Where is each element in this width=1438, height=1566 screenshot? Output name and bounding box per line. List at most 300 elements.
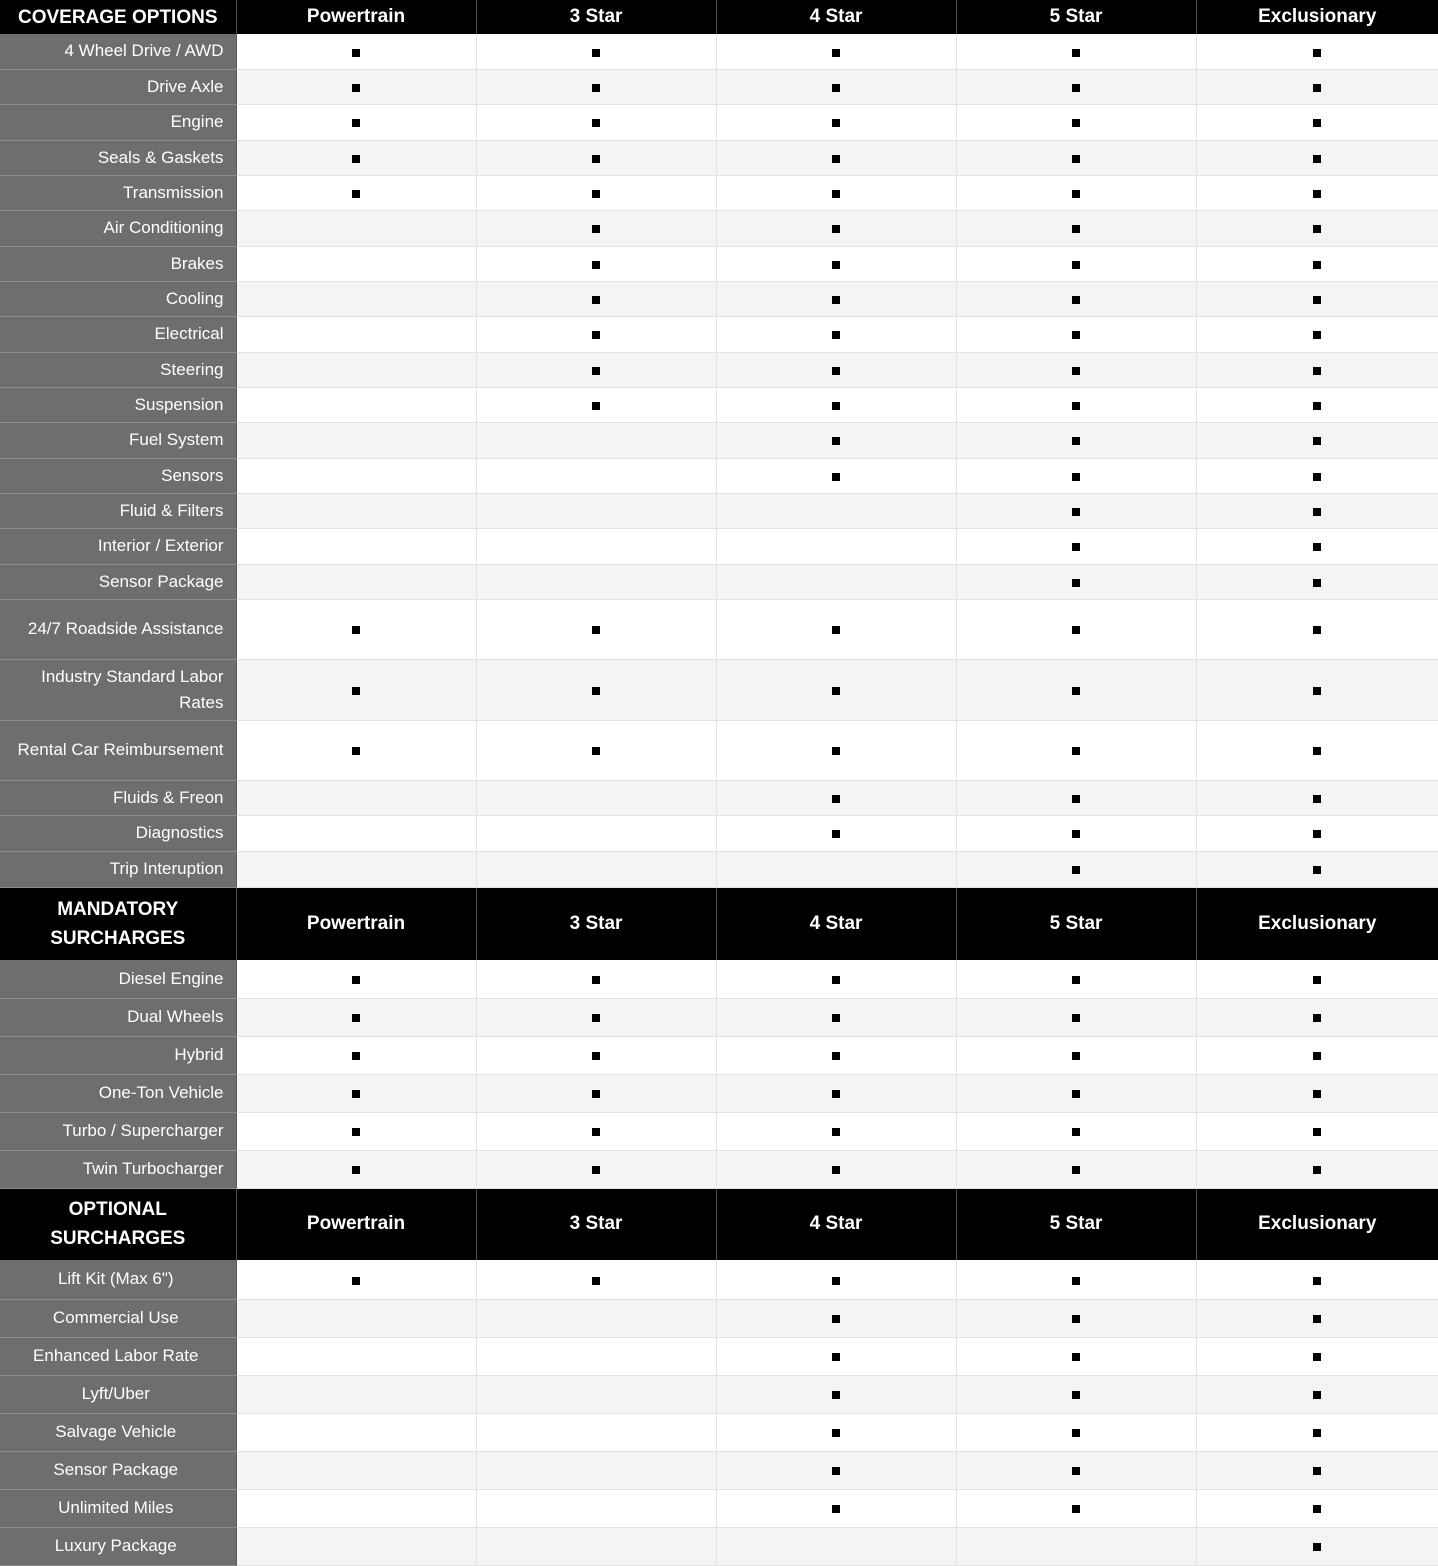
coverage-cell (716, 246, 956, 281)
included-square-icon (1072, 84, 1080, 92)
included-square-icon (1313, 1429, 1321, 1437)
table-row (0, 1112, 1438, 1150)
row-label: Luxury Package (0, 1527, 236, 1565)
plan-exclusionary-header: Exclusionary (1196, 0, 1438, 34)
row-label: Diagnostics (0, 815, 236, 851)
included-square-icon (1072, 1090, 1080, 1098)
included-square-icon (1072, 402, 1080, 410)
row-label: Sensor Package (0, 1451, 236, 1489)
coverage-cell (1196, 1489, 1438, 1527)
coverage-cell (236, 528, 476, 564)
coverage-cell (716, 1036, 956, 1074)
coverage-cell (956, 1112, 1196, 1150)
coverage-cell (476, 1375, 716, 1413)
coverage-cell (236, 1527, 476, 1565)
coverage-cell (1196, 815, 1438, 851)
table-row (0, 316, 1438, 352)
coverage-cell (716, 599, 956, 659)
table-row (0, 564, 1438, 599)
included-square-icon (832, 1090, 840, 1098)
coverage-cell (1196, 210, 1438, 246)
included-square-icon (592, 261, 600, 269)
coverage-cell (716, 34, 956, 69)
coverage-cell (716, 815, 956, 851)
coverage-cell (956, 387, 1196, 422)
table-row (0, 458, 1438, 493)
section-title: OPTIONAL SURCHARGES (0, 1188, 236, 1260)
included-square-icon (1313, 1166, 1321, 1174)
coverage-cell (236, 316, 476, 352)
coverage-cell (716, 493, 956, 528)
coverage-cell (956, 851, 1196, 887)
coverage-cell (956, 316, 1196, 352)
coverage-cell (716, 281, 956, 316)
included-square-icon (1313, 1014, 1321, 1022)
included-square-icon (1072, 473, 1080, 481)
coverage-cell (476, 1112, 716, 1150)
table-row (0, 140, 1438, 175)
coverage-cell (1196, 1299, 1438, 1337)
row-label: Drive Axle (0, 69, 236, 104)
coverage-cell (236, 458, 476, 493)
table-row (0, 998, 1438, 1036)
included-square-icon (1072, 1166, 1080, 1174)
row-label: Hybrid (0, 1036, 236, 1074)
coverage-cell (476, 1074, 716, 1112)
row-label: Sensors (0, 458, 236, 493)
table-row (0, 599, 1438, 659)
plan-4-star-header: 4 Star (716, 887, 956, 960)
row-label: Turbo / Supercharger (0, 1112, 236, 1150)
coverage-cell (236, 780, 476, 815)
coverage-cell (236, 387, 476, 422)
coverage-cell (716, 564, 956, 599)
coverage-cell (476, 175, 716, 210)
included-square-icon (1313, 1052, 1321, 1060)
table-row (0, 387, 1438, 422)
coverage-cell (1196, 564, 1438, 599)
table-row (0, 851, 1438, 887)
coverage-cell (716, 1112, 956, 1150)
included-square-icon (1313, 626, 1321, 634)
included-square-icon (1072, 1052, 1080, 1060)
coverage-cell (1196, 175, 1438, 210)
included-square-icon (832, 976, 840, 984)
included-square-icon (352, 1014, 360, 1022)
included-square-icon (1313, 84, 1321, 92)
table-row (0, 175, 1438, 210)
included-square-icon (592, 49, 600, 57)
coverage-cell (1196, 1337, 1438, 1375)
included-square-icon (352, 155, 360, 163)
included-square-icon (352, 976, 360, 984)
included-square-icon (1072, 1277, 1080, 1285)
included-square-icon (592, 190, 600, 198)
coverage-cell (956, 1451, 1196, 1489)
coverage-cell (476, 528, 716, 564)
coverage-cell (716, 422, 956, 458)
section-title: MANDATORY SURCHARGES (0, 887, 236, 960)
included-square-icon (592, 119, 600, 127)
coverage-cell (956, 528, 1196, 564)
coverage-cell (236, 493, 476, 528)
plan-5-star-header: 5 Star (956, 887, 1196, 960)
table-row (0, 1413, 1438, 1451)
row-label: Transmission (0, 175, 236, 210)
included-square-icon (832, 1014, 840, 1022)
plan-powertrain-header: Powertrain (236, 0, 476, 34)
included-square-icon (832, 331, 840, 339)
included-square-icon (1072, 1391, 1080, 1399)
coverage-cell (716, 458, 956, 493)
included-square-icon (1313, 866, 1321, 874)
included-square-icon (832, 1353, 840, 1361)
table-row (0, 210, 1438, 246)
coverage-cell (716, 998, 956, 1036)
included-square-icon (1072, 49, 1080, 57)
coverage-cell (956, 960, 1196, 998)
coverage-cell (956, 175, 1196, 210)
included-square-icon (832, 795, 840, 803)
coverage-cell (236, 1413, 476, 1451)
coverage-cell (476, 1527, 716, 1565)
row-label: Commercial Use (0, 1299, 236, 1337)
included-square-icon (832, 1505, 840, 1513)
row-label: Dual Wheels (0, 998, 236, 1036)
included-square-icon (832, 1277, 840, 1285)
coverage-cell (956, 352, 1196, 387)
plan-5-star-header: 5 Star (956, 1188, 1196, 1260)
included-square-icon (352, 190, 360, 198)
coverage-cell (1196, 720, 1438, 780)
included-square-icon (832, 1467, 840, 1475)
table-row (0, 1299, 1438, 1337)
coverage-cell (476, 1299, 716, 1337)
coverage-cell (236, 1150, 476, 1188)
coverage-cell (1196, 780, 1438, 815)
row-label: Steering (0, 352, 236, 387)
plan-3-star-header: 3 Star (476, 0, 716, 34)
included-square-icon (1072, 225, 1080, 233)
coverage-cell (1196, 1451, 1438, 1489)
mandatory-surcharges-section (0, 887, 1438, 1188)
row-label: Seals & Gaskets (0, 140, 236, 175)
coverage-cell (1196, 1375, 1438, 1413)
table-row (0, 1451, 1438, 1489)
row-label: Engine (0, 104, 236, 140)
coverage-options-header-row (0, 0, 1438, 34)
included-square-icon (592, 1090, 600, 1098)
coverage-cell (1196, 422, 1438, 458)
included-square-icon (592, 687, 600, 695)
coverage-cell (716, 780, 956, 815)
row-label: Twin Turbocharger (0, 1150, 236, 1188)
included-square-icon (592, 1014, 600, 1022)
coverage-cell (1196, 1150, 1438, 1188)
coverage-cell (476, 493, 716, 528)
plan-4-star-header: 4 Star (716, 1188, 956, 1260)
coverage-cell (956, 246, 1196, 281)
coverage-cell (476, 1337, 716, 1375)
included-square-icon (592, 1128, 600, 1136)
included-square-icon (832, 261, 840, 269)
table-row (0, 246, 1438, 281)
included-square-icon (592, 402, 600, 410)
coverage-cell (1196, 1527, 1438, 1565)
included-square-icon (352, 626, 360, 634)
coverage-cell (716, 69, 956, 104)
row-label: Enhanced Labor Rate (0, 1337, 236, 1375)
included-square-icon (1313, 1128, 1321, 1136)
row-label: Interior / Exterior (0, 528, 236, 564)
included-square-icon (592, 155, 600, 163)
coverage-cell (236, 1074, 476, 1112)
coverage-cell (476, 387, 716, 422)
coverage-cell (956, 1413, 1196, 1451)
coverage-cell (476, 34, 716, 69)
included-square-icon (592, 225, 600, 233)
coverage-cell (236, 564, 476, 599)
coverage-cell (716, 1299, 956, 1337)
coverage-cell (716, 1489, 956, 1527)
coverage-cell (716, 1451, 956, 1489)
plan-3-star-header: 3 Star (476, 1188, 716, 1260)
coverage-cell (716, 352, 956, 387)
included-square-icon (1072, 296, 1080, 304)
row-label: Brakes (0, 246, 236, 281)
included-square-icon (592, 626, 600, 634)
coverage-cell (956, 1260, 1196, 1299)
included-square-icon (1313, 1315, 1321, 1323)
coverage-cell (1196, 998, 1438, 1036)
included-square-icon (832, 155, 840, 163)
included-square-icon (832, 119, 840, 127)
coverage-cell (716, 104, 956, 140)
coverage-cell (956, 458, 1196, 493)
included-square-icon (592, 747, 600, 755)
coverage-cell (476, 458, 716, 493)
coverage-cell (236, 960, 476, 998)
included-square-icon (1072, 1353, 1080, 1361)
coverage-cell (1196, 316, 1438, 352)
coverage-cell (956, 281, 1196, 316)
coverage-cell (1196, 458, 1438, 493)
coverage-cell (236, 815, 476, 851)
included-square-icon (832, 296, 840, 304)
coverage-cell (236, 175, 476, 210)
coverage-cell (236, 422, 476, 458)
included-square-icon (352, 84, 360, 92)
coverage-cell (1196, 659, 1438, 720)
coverage-cell (956, 104, 1196, 140)
included-square-icon (352, 747, 360, 755)
coverage-cell (956, 1299, 1196, 1337)
included-square-icon (832, 367, 840, 375)
included-square-icon (592, 296, 600, 304)
coverage-cell (716, 1074, 956, 1112)
included-square-icon (1313, 1505, 1321, 1513)
included-square-icon (592, 976, 600, 984)
coverage-cell (1196, 281, 1438, 316)
table-row (0, 720, 1438, 780)
coverage-cell (476, 780, 716, 815)
plan-powertrain-header: Powertrain (236, 887, 476, 960)
row-label: Fluid & Filters (0, 493, 236, 528)
included-square-icon (1313, 795, 1321, 803)
included-square-icon (1313, 225, 1321, 233)
included-square-icon (1313, 119, 1321, 127)
included-square-icon (1072, 579, 1080, 587)
included-square-icon (832, 84, 840, 92)
included-square-icon (1313, 687, 1321, 695)
included-square-icon (352, 119, 360, 127)
coverage-cell (476, 104, 716, 140)
coverage-cell (236, 352, 476, 387)
included-square-icon (1313, 49, 1321, 57)
coverage-cell (236, 281, 476, 316)
coverage-cell (236, 210, 476, 246)
included-square-icon (1072, 190, 1080, 198)
included-square-icon (1072, 1128, 1080, 1136)
included-square-icon (592, 331, 600, 339)
included-square-icon (1313, 1353, 1321, 1361)
included-square-icon (832, 747, 840, 755)
included-square-icon (592, 1052, 600, 1060)
coverage-cell (956, 815, 1196, 851)
included-square-icon (1072, 830, 1080, 838)
table-row (0, 1375, 1438, 1413)
coverage-cell (1196, 387, 1438, 422)
coverage-cell (956, 564, 1196, 599)
included-square-icon (832, 1052, 840, 1060)
coverage-cell (1196, 104, 1438, 140)
row-label: Lyft/Uber (0, 1375, 236, 1413)
coverage-cell (1196, 1260, 1438, 1299)
coverage-cell (476, 246, 716, 281)
coverage-cell (476, 316, 716, 352)
coverage-cell (716, 1150, 956, 1188)
included-square-icon (832, 626, 840, 634)
included-square-icon (592, 84, 600, 92)
plan-5-star-header: 5 Star (956, 0, 1196, 34)
row-label: Unlimited Miles (0, 1489, 236, 1527)
coverage-cell (716, 175, 956, 210)
coverage-cell (476, 1150, 716, 1188)
coverage-cell (236, 1260, 476, 1299)
row-label: Sensor Package (0, 564, 236, 599)
coverage-cell (1196, 1112, 1438, 1150)
included-square-icon (1313, 830, 1321, 838)
included-square-icon (1313, 1391, 1321, 1399)
table-row (0, 528, 1438, 564)
coverage-cell (956, 1036, 1196, 1074)
coverage-cell (476, 599, 716, 659)
included-square-icon (832, 437, 840, 445)
coverage-cell (236, 1112, 476, 1150)
table-row (0, 69, 1438, 104)
coverage-cell (236, 851, 476, 887)
row-label: Trip Interuption (0, 851, 236, 887)
included-square-icon (1072, 331, 1080, 339)
coverage-cell (716, 960, 956, 998)
table-row (0, 960, 1438, 998)
coverage-cell (716, 528, 956, 564)
optional-surcharges-header-row (0, 1188, 1438, 1260)
mandatory-surcharges-header-row (0, 887, 1438, 960)
coverage-cell (476, 564, 716, 599)
coverage-cell (1196, 851, 1438, 887)
included-square-icon (352, 1166, 360, 1174)
included-square-icon (832, 190, 840, 198)
included-square-icon (832, 1166, 840, 1174)
table-row (0, 281, 1438, 316)
row-label: Suspension (0, 387, 236, 422)
row-label: Salvage Vehicle (0, 1413, 236, 1451)
included-square-icon (832, 830, 840, 838)
table-row (0, 1260, 1438, 1299)
included-square-icon (1313, 473, 1321, 481)
coverage-cell (1196, 528, 1438, 564)
coverage-cell (1196, 1074, 1438, 1112)
coverage-cell (716, 720, 956, 780)
coverage-cell (476, 960, 716, 998)
coverage-cell (236, 1036, 476, 1074)
coverage-cell (1196, 352, 1438, 387)
coverage-cell (476, 815, 716, 851)
coverage-cell (716, 1413, 956, 1451)
coverage-cell (236, 1451, 476, 1489)
included-square-icon (352, 687, 360, 695)
included-square-icon (352, 1128, 360, 1136)
included-square-icon (1072, 976, 1080, 984)
included-square-icon (832, 49, 840, 57)
coverage-cell (956, 599, 1196, 659)
included-square-icon (1072, 119, 1080, 127)
coverage-cell (716, 140, 956, 175)
coverage-cell (476, 1451, 716, 1489)
coverage-cell (1196, 69, 1438, 104)
section-title: COVERAGE OPTIONS (0, 0, 236, 34)
coverage-cell (236, 720, 476, 780)
included-square-icon (1313, 437, 1321, 445)
included-square-icon (1313, 1090, 1321, 1098)
plan-4-star-header: 4 Star (716, 0, 956, 34)
coverage-cell (236, 659, 476, 720)
coverage-cell (476, 998, 716, 1036)
coverage-cell (476, 1036, 716, 1074)
coverage-cell (236, 140, 476, 175)
table-row (0, 493, 1438, 528)
row-label: Fluids & Freon (0, 780, 236, 815)
row-label: 4 Wheel Drive / AWD (0, 34, 236, 69)
included-square-icon (352, 1277, 360, 1285)
coverage-cell (236, 599, 476, 659)
included-square-icon (1313, 367, 1321, 375)
row-label: Fuel System (0, 422, 236, 458)
row-label: Air Conditioning (0, 210, 236, 246)
included-square-icon (1313, 331, 1321, 339)
included-square-icon (1072, 1429, 1080, 1437)
included-square-icon (1313, 296, 1321, 304)
coverage-cell (716, 1527, 956, 1565)
table-row (0, 1337, 1438, 1375)
coverage-cell (476, 281, 716, 316)
coverage-cell (476, 1413, 716, 1451)
coverage-cell (716, 316, 956, 352)
coverage-cell (716, 210, 956, 246)
coverage-cell (956, 69, 1196, 104)
coverage-cell (956, 780, 1196, 815)
